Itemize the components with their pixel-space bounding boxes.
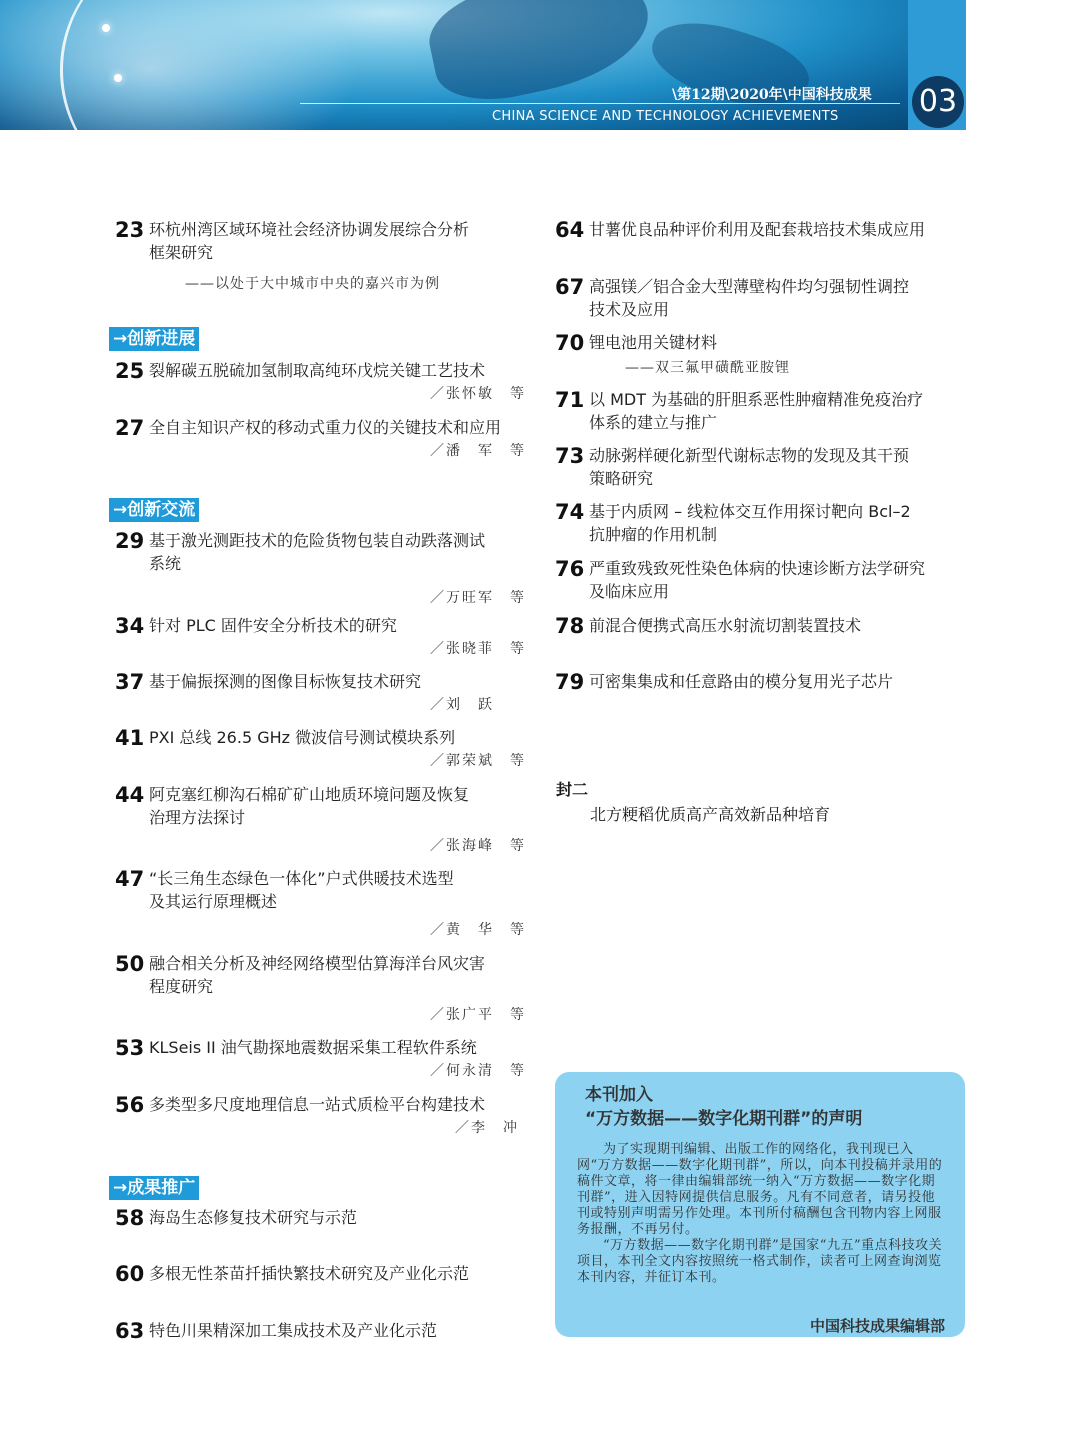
toc-page-number: 37 [115,670,145,694]
notice-paragraph: “万方数据——数字化期刊群”是国家“九五”重点科技攻关项目，本刊全文内容按照统一格式制作，读者可上网查询浏览本刊内容，并征订本刊。 [577,1238,943,1285]
banner-globe-land [643,7,817,123]
toc-title: 阿克塞红柳沟石棉矿矿山地质环境问题及恢复 [149,785,470,804]
section-innovation-exchange: →创新交流 [109,498,199,522]
toc-title: 高强镁／铝合金大型薄壁构件均匀强韧性调控 [589,277,910,296]
toc-title: 基于内质网 – 线粒体交互作用探讨靶向 Bcl–2 [589,502,911,521]
toc-title-line2: 系统 [149,554,182,573]
toc-title: 全自主知识产权的移动式重力仪的关键技术和应用 [149,418,502,437]
toc-author: ／张怀敏 等 [430,386,526,402]
toc-page-number: 74 [555,500,585,524]
toc-author: ／潘 军 等 [430,443,526,459]
toc-page-number: 25 [115,359,145,383]
notice-body [577,1142,947,1286]
toc-page-number: 53 [115,1036,145,1060]
toc-page-number: 58 [115,1206,145,1230]
toc-page-number: 44 [115,783,145,807]
toc-page-number: 56 [115,1093,145,1117]
toc-title-line2: 治理方法探讨 [149,808,246,827]
toc-page-number: 71 [555,388,585,412]
issue-line: \第12期\2020年\中国科技成果 [672,87,872,103]
toc-page-number: 29 [115,529,145,553]
toc-title: 锂电池用关键材料 [589,333,718,352]
toc-title: KLSeis II 油气勘探地震数据采集工程软件系统 [149,1038,477,1057]
notice-paragraph: 为了实现期刊编辑、出版工作的网络化，我刊现已入网“万方数据——数字化期刊群”，所以，向本刊投稿并录用的稿件文章，将一律由编辑部统一纳入“万方数据——数字化期刊群”，进入因特网提供信息服务。凡有不同意者，请另投他刊或特别声明需另作处理。本刊所付稿酬包含刊物内容上网服务报酬，不再另付。 [577,1142,943,1237]
banner-globe-land [421,0,659,112]
toc-author: ／何永清 等 [430,1063,526,1079]
toc-title: 特色川果精深加工集成技术及产业化示范 [149,1321,438,1340]
toc-title: 多类型多尺度地理信息一站式质检平台构建技术 [149,1095,486,1114]
toc-author: ／万旺军 等 [430,590,526,606]
cover2-label: 封二 [556,780,589,799]
toc-author: ／李 冲 [455,1120,519,1136]
toc-title: 针对 PLC 固件安全分析技术的研究 [149,616,397,635]
toc-page-number: 73 [555,444,585,468]
cover2-title[interactable]: 北方粳稻优质高产高效新品种培育 [590,805,831,824]
toc-page-number: 79 [555,670,585,694]
toc-title: “长三角生态绿色一体化”户式供暖技术选型 [149,869,454,888]
toc-author: ／黄 华 等 [430,922,526,938]
toc-author: ／刘 跃 [430,697,494,713]
toc-title-line2: 技术及应用 [589,300,670,319]
header-banner [0,0,966,130]
toc-title: 可密集集成和任意路由的模分复用光子芯片 [589,672,894,691]
toc-title-line2: 框架研究 [149,243,214,262]
toc-title: 严重致残致死性染色体病的快速诊断方法学研究 [589,559,926,578]
toc-title-line2: 策略研究 [589,469,654,488]
toc-title: 甘薯优良品种评价利用及配套栽培技术集成应用 [589,220,926,239]
toc-page-number: 63 [115,1319,145,1343]
toc-subtitle: ——双三氟甲磺酰亚胺锂 [625,360,790,376]
toc-author: ／郭荣斌 等 [430,753,526,769]
banner-star-dot [102,24,110,32]
toc-title: 基于激光测距技术的危险货物包装自动跌落测试 [149,531,486,550]
toc-page-number: 23 [115,218,145,242]
toc-title: 环杭州湾区域环境社会经济协调发展综合分析 [149,220,470,239]
toc-author: ／张广平 等 [430,1007,526,1023]
notice-heading-line2: “万方数据——数字化期刊群”的声明 [585,1109,863,1129]
toc-page-number: 64 [555,218,585,242]
toc-title: 多根无性茶苗扦插快繁技术研究及产业化示范 [149,1264,470,1283]
toc-title-line2: 及其运行原理概述 [149,892,278,911]
toc-title: 以 MDT 为基础的肝胆系恶性肿瘤精准免疫治疗 [589,390,924,409]
toc-title: 动脉粥样硬化新型代谢标志物的发现及其干预 [589,446,910,465]
section-achievement-promotion: →成果推广 [109,1176,199,1200]
toc-title: 裂解碳五脱硫加氢制取高纯环戊烷关键工艺技术 [149,361,486,380]
toc-title: PXI 总线 26.5 GHz 微波信号测试模块系列 [149,728,456,747]
notice-heading: 本刊加入 [585,1085,653,1105]
section-innovation-progress: →创新进展 [109,327,199,351]
page-number: 03 [912,76,964,128]
toc-title-line2: 体系的建立与推广 [589,413,718,432]
toc-page-number: 27 [115,416,145,440]
journal-subtitle: CHINA SCIENCE AND TECHNOLOGY ACHIEVEMENTS [492,109,839,124]
banner-star-dot [114,74,122,82]
toc-page-number: 41 [115,726,145,750]
toc-author: ／张晓菲 等 [430,641,526,657]
toc-page-number: 70 [555,331,585,355]
toc-author: ／张海峰 等 [430,838,526,854]
toc-title-line2: 程度研究 [149,977,214,996]
notice-box [555,1072,965,1337]
toc-title: 海岛生态修复技术研究与示范 [149,1208,358,1227]
toc-page-number: 60 [115,1262,145,1286]
toc-title: 融合相关分析及神经网络模型估算海洋台风灾害 [149,954,486,973]
toc-title-line2: 及临床应用 [589,582,670,601]
toc-title: 前混合便携式高压水射流切割装置技术 [589,616,862,635]
toc-page-number: 34 [115,614,145,638]
toc-page-number: 47 [115,867,145,891]
toc-title-line2: 抗肿瘤的作用机制 [589,525,718,544]
toc-subtitle: ——以处于大中城市中央的嘉兴市为例 [185,276,440,292]
banner-orbit-arc [60,0,323,130]
toc-page-number: 76 [555,557,585,581]
toc-title: 基于偏振探测的图像目标恢复技术研究 [149,672,422,691]
notice-signature: 中国科技成果编辑部 [809,1317,945,1335]
toc-page-number: 78 [555,614,585,638]
toc-page-number: 50 [115,952,145,976]
toc-page-number: 67 [555,275,585,299]
